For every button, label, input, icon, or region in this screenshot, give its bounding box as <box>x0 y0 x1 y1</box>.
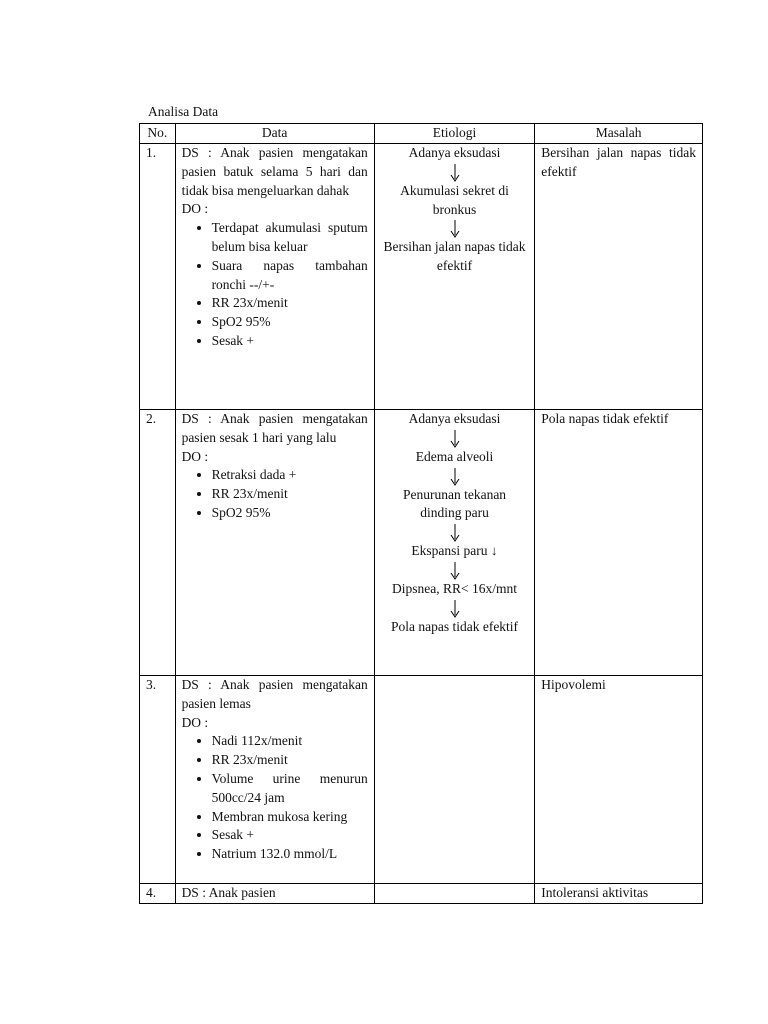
document-title: Analisa Data <box>148 104 219 119</box>
etiologi-step: Adanya eksudasi <box>408 145 501 160</box>
list-item: • RR 23x/menit <box>212 751 368 770</box>
ds-text: DS : Anak pasien <box>181 885 276 900</box>
etiologi-step: Akumulasi sekret di bronkus <box>400 182 509 217</box>
etiologi-cell <box>374 884 535 904</box>
masalah-cell: Pola napas tidak efektif <box>535 410 703 676</box>
do-list <box>182 466 368 522</box>
header-masalah: Masalah <box>535 124 703 144</box>
header-data: Data <box>175 124 374 144</box>
do-label: DO : <box>181 448 209 464</box>
down-arrow-icon <box>381 429 529 448</box>
down-arrow-icon <box>381 467 529 486</box>
do-label: DO : <box>181 201 209 217</box>
etiologi-step: Ekspansi paru ↓ <box>411 543 498 559</box>
masalah-cell: Intoleransi aktivitas <box>535 884 703 904</box>
row-number: 1. <box>140 144 176 410</box>
etiologi-step: Dipsnea, RR< 16x/mnt <box>392 580 518 596</box>
list-item: • Sesak + <box>212 332 368 351</box>
etiologi-step: Bersihan jalan napas tidak efektif <box>383 239 526 274</box>
list-item: • RR 23x/menit <box>212 294 368 313</box>
list-item: • Suara napas tambahan ronchi --/+- <box>212 257 368 295</box>
header-row <box>140 124 703 144</box>
masalah-cell: Bersihan jalan napas tidak efektif <box>535 144 703 410</box>
do-label: DO : <box>181 714 209 730</box>
list-item: • Natrium 132.0 mmol/L <box>212 845 368 864</box>
table-row <box>140 144 703 410</box>
etiologi-step: Edema alveoli <box>415 448 494 464</box>
table-row <box>140 884 703 904</box>
row-number: 4. <box>140 884 176 904</box>
data-cell <box>175 884 374 904</box>
row-number: 2. <box>140 410 176 676</box>
etiologi-cell <box>374 676 535 884</box>
etiologi-cell <box>374 144 535 410</box>
etiologi-cell <box>374 410 535 676</box>
down-arrow-icon <box>381 599 529 618</box>
data-cell <box>175 676 374 884</box>
list-item: • Nadi 112x/menit <box>212 732 368 751</box>
ds-text: DS : Anak pasien mengatakan pasien lemas <box>181 677 368 711</box>
do-list <box>182 219 368 351</box>
down-arrow-icon <box>381 561 529 580</box>
analisa-data-table <box>139 123 703 904</box>
etiologi-step: Pola napas tidak efektif <box>390 618 519 634</box>
list-item: • SpO2 95% <box>212 313 368 332</box>
ds-text: DS : Anak pasien mengatakan pasien batuk selama 5 hari dan tidak bisa mengeluarkan dahak <box>181 145 368 198</box>
down-arrow-icon <box>381 523 529 542</box>
masalah-cell: Hipovolemi <box>535 676 703 884</box>
do-list <box>182 732 368 864</box>
row-number: 3. <box>140 676 176 884</box>
list-item: • SpO2 95% <box>212 504 368 523</box>
ds-text: DS : Anak pasien mengatakan pasien sesak 1 hari yang lalu <box>181 411 368 445</box>
list-item: • Volume urine menurun 500cc/24 jam <box>212 770 368 808</box>
table-row <box>140 676 703 884</box>
down-arrow-icon <box>381 163 529 182</box>
list-item: • Retraksi dada + <box>212 466 368 485</box>
data-cell <box>175 410 374 676</box>
list-item: • Sesak + <box>212 826 368 845</box>
list-item: • RR 23x/menit <box>212 485 368 504</box>
list-item: • Terdapat akumulasi sputum belum bisa keluar <box>212 219 368 257</box>
header-etiologi: Etiologi <box>374 124 535 144</box>
data-cell <box>175 144 374 410</box>
etiologi-step: Adanya eksudasi <box>408 411 501 426</box>
down-arrow-icon <box>381 219 529 238</box>
list-item: • Membran mukosa kering <box>212 808 368 827</box>
etiologi-step: Penurunan tekanan dinding paru <box>402 486 507 521</box>
table-row <box>140 410 703 676</box>
header-no: No. <box>140 124 176 144</box>
